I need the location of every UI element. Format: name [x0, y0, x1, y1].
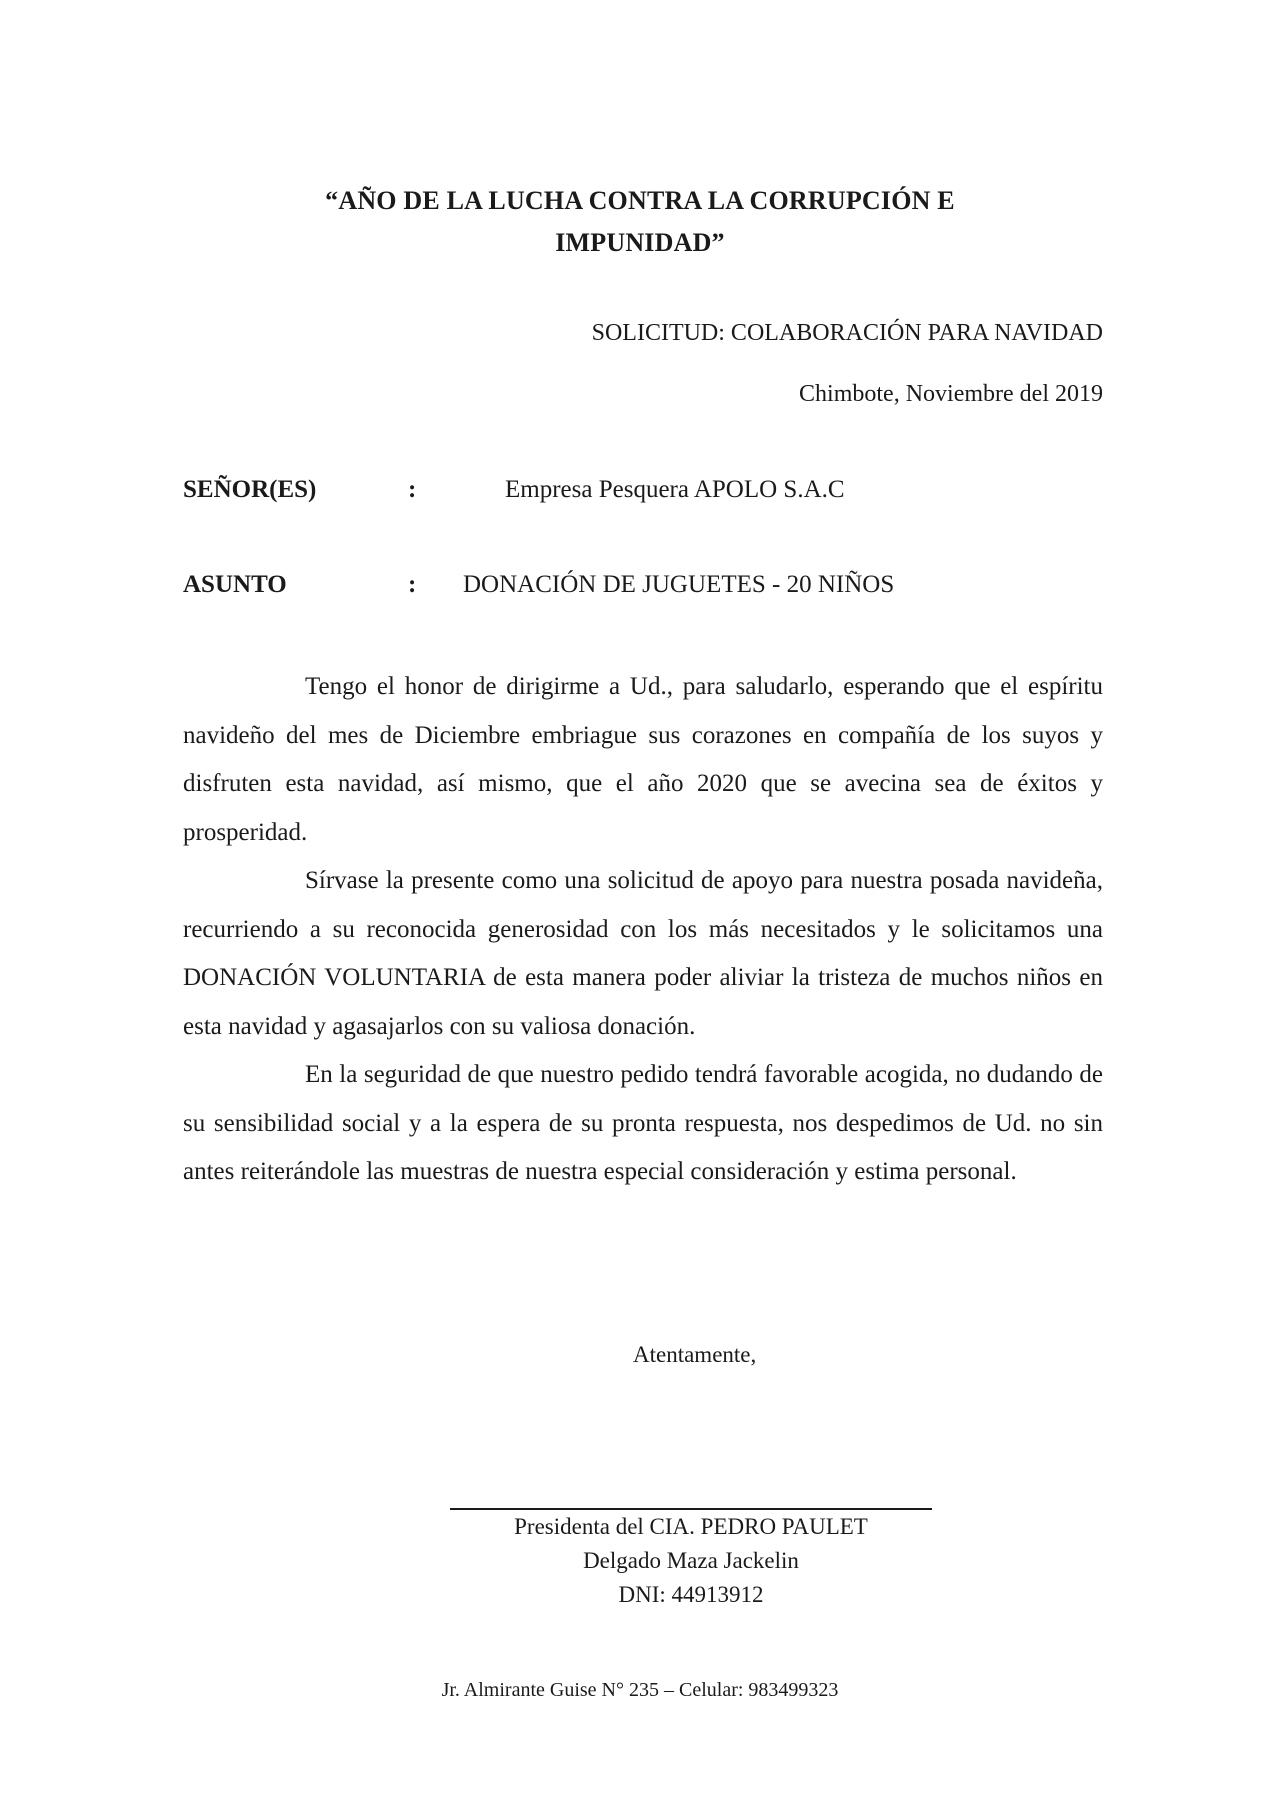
- signer-role: Presidenta del CIA. PEDRO PAULET: [514, 1514, 868, 1539]
- subject-value: DONACIÓN DE JUGUETES - 20 NIÑOS: [463, 571, 895, 598]
- closing-salutation: Atentamente,: [633, 1342, 757, 1367]
- letter-body: [183, 663, 1103, 1197]
- signature-block: [450, 1510, 932, 1612]
- solicitud-line: SOLICITUD: COLABORACIÓN PARA NAVIDAD: [591, 320, 1103, 346]
- subject-label: ASUNTO: [183, 571, 287, 598]
- body-paragraph: Tengo el honor de dirigirme a Ud., para saludarlo, esperando que el espíritu navideño del mes de Diciembre embriague sus corazones en compañía de los suyos y disfruten esta navidad, así mismo, que el año 2020 que se avecina sea de éxitos y prosperidad.: [183, 673, 1103, 846]
- title-line-1: “AÑO DE LA LUCHA CONTRA LA CORRUPCIÓN E: [325, 186, 955, 215]
- title-line-2: IMPUNIDAD”: [555, 228, 725, 257]
- recipient-colon: :: [408, 476, 417, 503]
- document-title: [260, 180, 1020, 264]
- body-paragraph: En la seguridad de que nuestro pedido tendrá favorable acogida, no dudando de su sensibilidad social y a la espera de su pronta respuesta, nos despedimos de Ud. no sin antes reiterándole las muestras de nuestra especial consideración y estima personal.: [183, 1061, 1103, 1185]
- subject-colon: :: [408, 571, 417, 598]
- recipient-row: [183, 472, 1103, 508]
- subject-row: [183, 567, 1103, 603]
- signer-dni: DNI: 44913912: [618, 1582, 764, 1607]
- recipient-label: SEÑOR(ES): [183, 476, 317, 503]
- recipient-value: Empresa Pesquera APOLO S.A.C: [505, 476, 845, 503]
- date-line: Chimbote, Noviembre del 2019: [799, 381, 1103, 407]
- body-paragraph: Sírvase la presente como una solicitud de apoyo para nuestra posada navideña, recurriendo a su reconocida generosidad con los más necesitados y le solicitamos una DONACIÓN VOLUNTARIA de esta manera poder aliviar la tristeza de muchos niños en esta navidad y agasajarlos con su valiosa donación.: [183, 867, 1103, 1040]
- footer-address: Jr. Almirante Guise N° 235 – Celular: 983499323: [441, 1679, 839, 1701]
- signer-name: Delgado Maza Jackelin: [583, 1548, 799, 1573]
